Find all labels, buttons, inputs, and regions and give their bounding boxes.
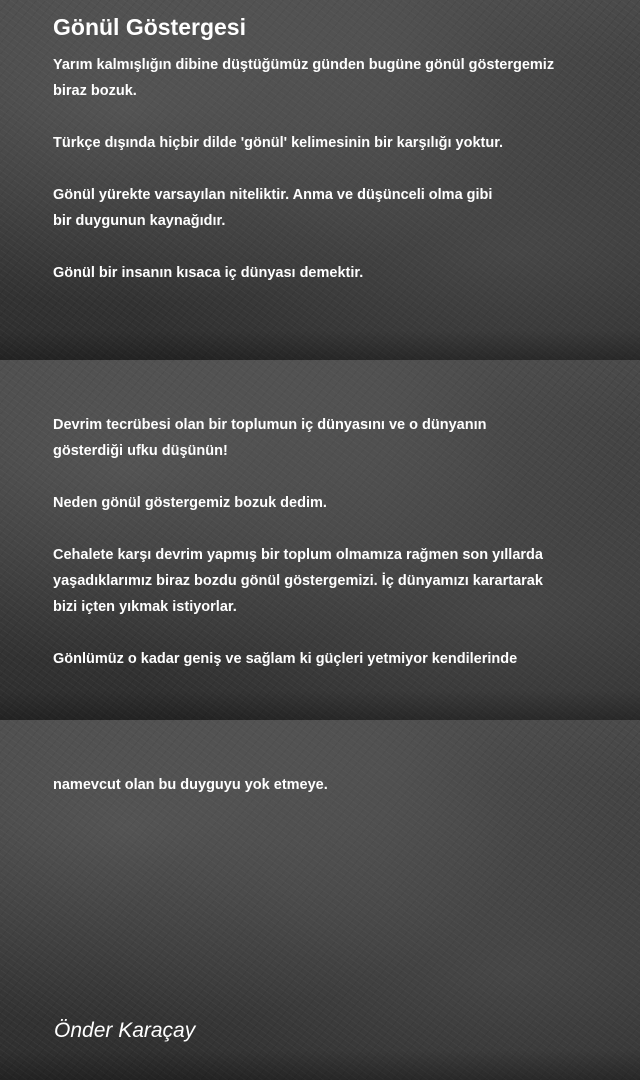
stanza-4: Gönül bir insanın kısaca iç dünyası demektir.: [53, 265, 364, 281]
poem-author: Önder Karaçay: [54, 1019, 196, 1042]
stanza-3: Gönül yürekte varsayılan niteliktir. Anma ve düşünceli olma gibi bir duygunun kaynağıdır.: [53, 187, 493, 229]
stanza-7: Cehalete karşı devrim yapmış bir toplum olmamıza rağmen son yıllarda yaşadıklarımız biraz bozdu gönül göstergemizi. İç dünyamızı karartarak bizi içten yıkmak istiyorlar.: [53, 547, 543, 615]
stanza-1: Yarım kalmışlığın dibine düştüğümüz günden bugüne gönül göstergemiz biraz bozuk.: [53, 57, 555, 99]
poem-title: Gönül Göstergesi: [53, 14, 246, 40]
poem-panel-2: [0, 360, 640, 720]
stanza-5: Devrim tecrübesi olan bir toplumun iç dünyasını ve o dünyanın gösterdiği ufku düşünün!: [53, 417, 487, 459]
poem-panel-3: [0, 720, 640, 1080]
poem-panel-1: [0, 0, 640, 360]
stanza-9: namevcut olan bu duyguyu yok etmeye.: [53, 777, 328, 793]
stanza-6: Neden gönül göstergemiz bozuk dedim.: [53, 495, 327, 511]
stanza-8: Gönlümüz o kadar geniş ve sağlam ki güçleri yetmiyor kendilerinde: [53, 651, 518, 667]
stanza-2: Türkçe dışında hiçbir dilde 'gönül' kelimesinin bir karşılığı yoktur.: [53, 135, 504, 151]
